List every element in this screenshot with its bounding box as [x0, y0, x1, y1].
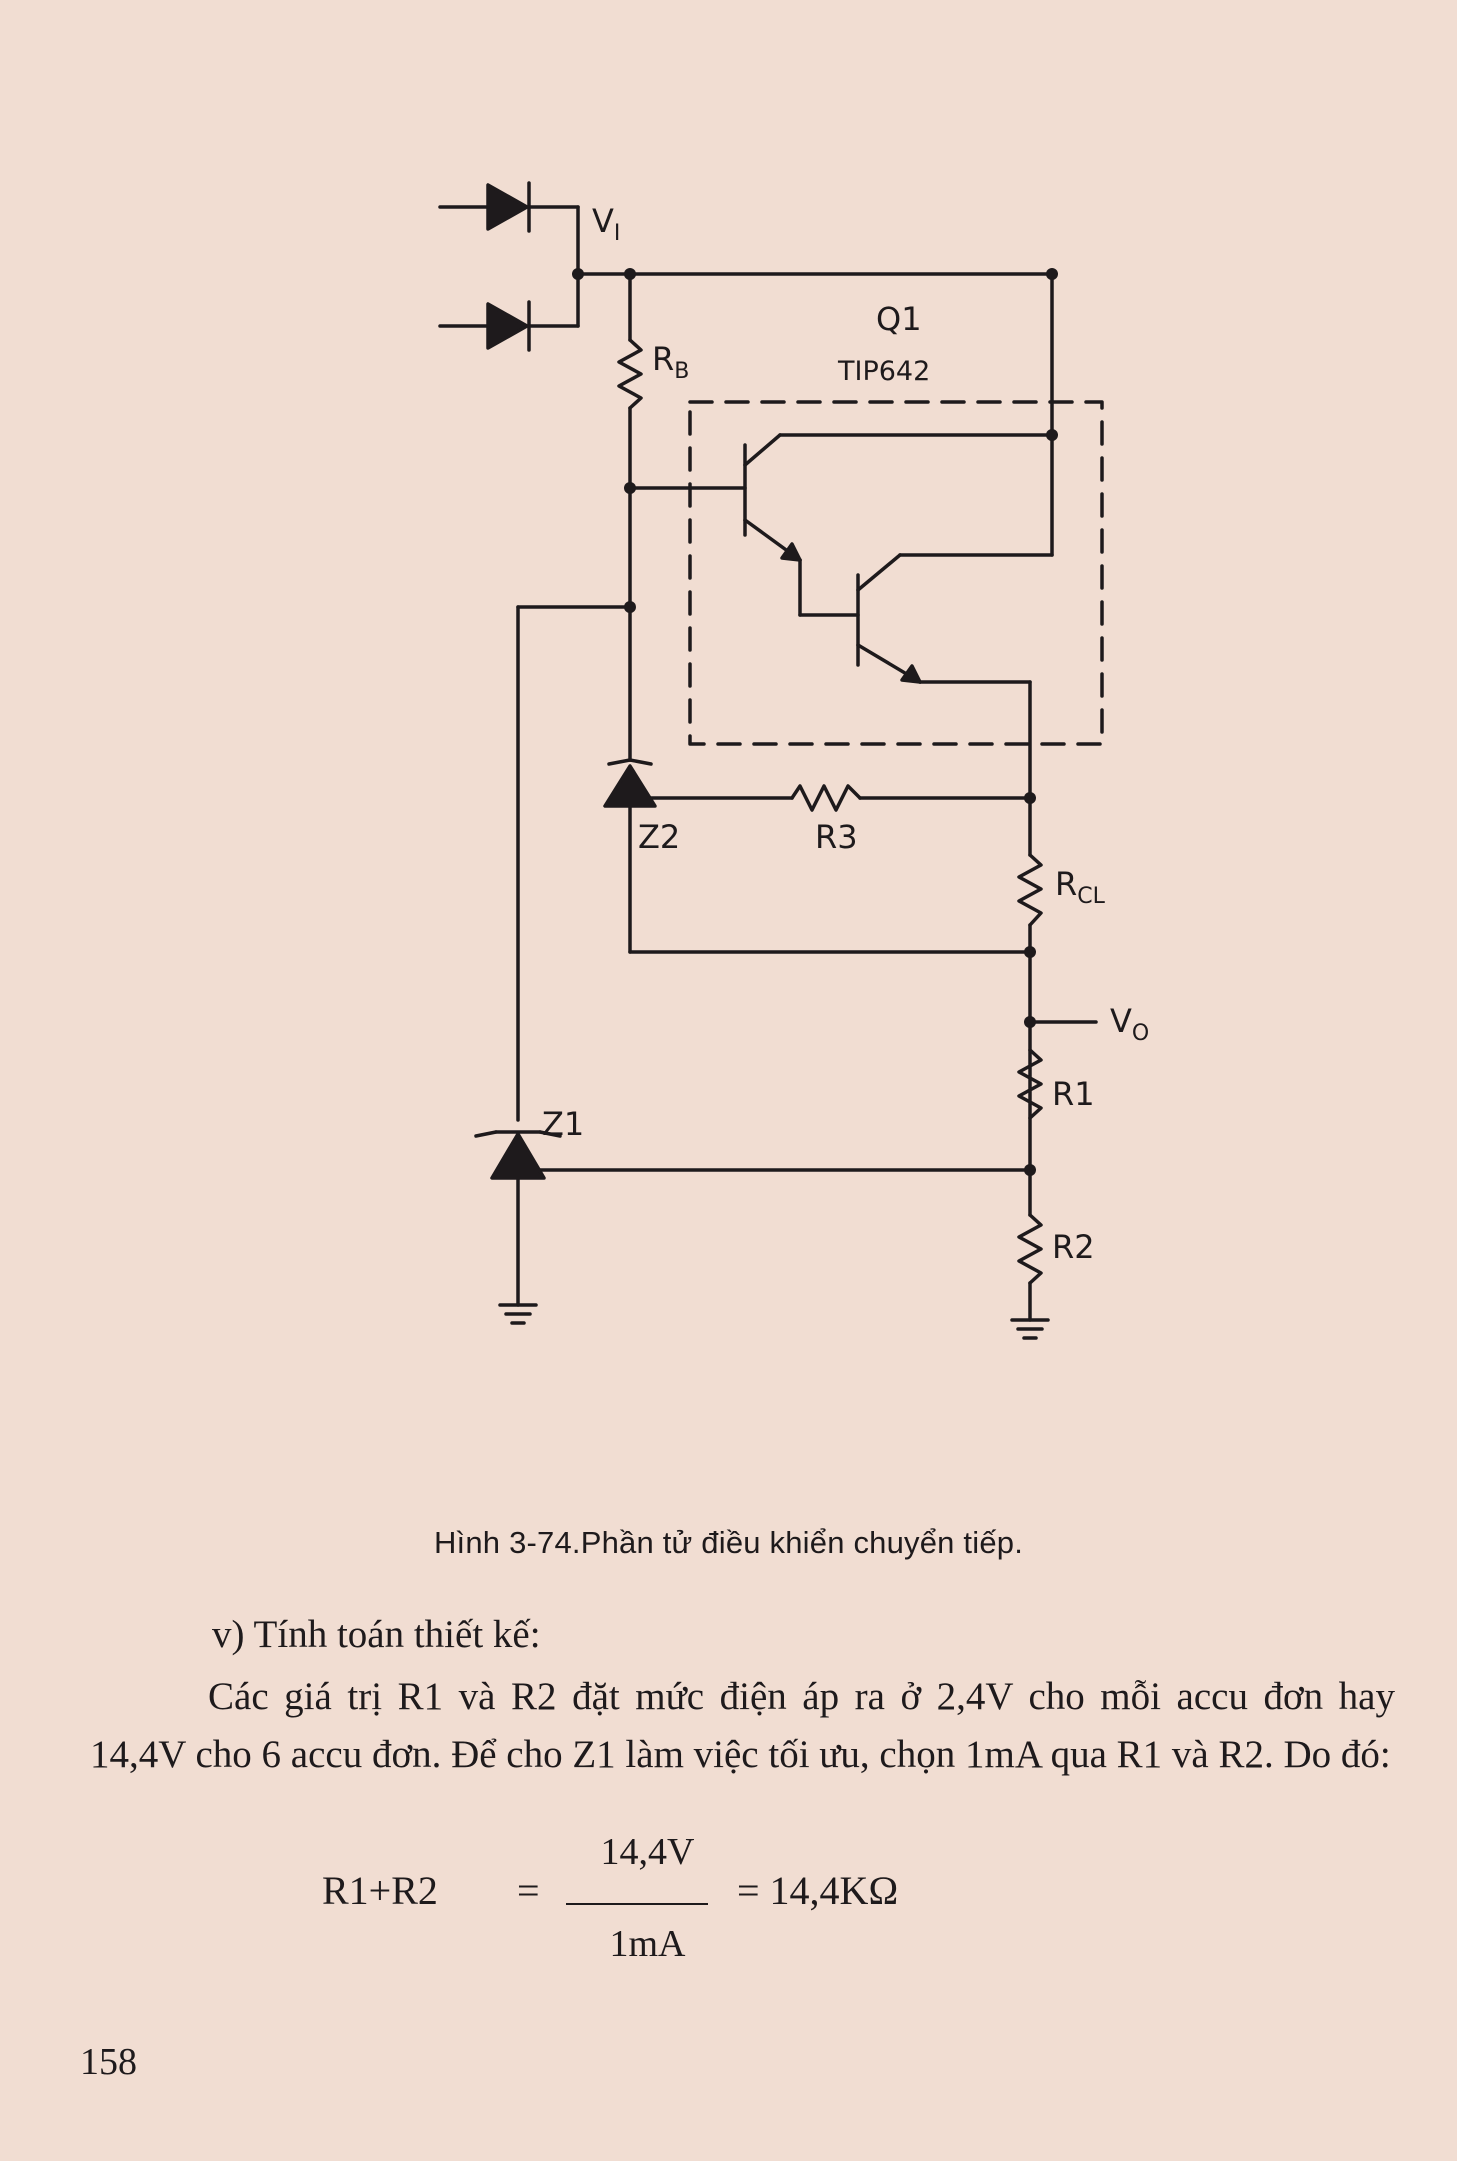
equation-equals: =	[517, 1868, 540, 1913]
junction-dot	[624, 601, 636, 613]
z1-label: Z1	[542, 1105, 585, 1143]
fraction-bar	[566, 1903, 708, 1905]
r2-resistor	[1019, 1170, 1041, 1320]
q1-label: Q1	[876, 300, 922, 338]
equation-numerator: 14,4V	[600, 1831, 695, 1873]
r3-resistor	[630, 786, 1030, 810]
section-title: v) Tính toán thiết kế:	[212, 1613, 541, 1656]
equation-rhs: = 14,4KΩ	[737, 1868, 899, 1913]
r3-label: R3	[815, 818, 858, 856]
z1-zener-diode	[476, 1132, 560, 1305]
junction-dot	[1046, 429, 1058, 441]
rb-resistor	[619, 274, 641, 760]
junction-dot	[1024, 1164, 1036, 1176]
r2-label: R2	[1052, 1228, 1095, 1266]
input-diode-1	[440, 183, 578, 274]
rb-label: $R_B$	[652, 340, 690, 384]
q1-part-label: TIP642	[838, 356, 931, 387]
junction-dot	[1024, 792, 1036, 804]
rcl-resistor	[1019, 798, 1041, 1170]
figure-caption: Hình 3-74.Phần tử điều khiển chuyển tiếp.	[433, 1525, 1024, 1560]
body-paragraph: Các giá trị R1 và R2 đặt mức điện áp ra ở 2,4V cho mỗi accu đơn hay 14,4V cho 6 accu đơn. Để cho Z1 làm việc tối ưu, chọn 1mA qua R1 và R2. Do đó:	[90, 1675, 1395, 1776]
q1-package-outline	[690, 402, 1102, 744]
z2-label: Z2	[638, 818, 681, 856]
page-number: 158	[80, 2041, 137, 2083]
ground-symbol-z1	[500, 1305, 536, 1323]
junction-dot	[1024, 946, 1036, 958]
junction-dot	[572, 268, 584, 280]
equation-denominator: 1mA	[609, 1923, 686, 1965]
junction-dot	[624, 268, 636, 280]
vi-label: $V_I$	[592, 202, 621, 246]
vo-label: $V_O$	[1110, 1002, 1150, 1046]
input-diode-2	[440, 274, 578, 350]
ground-symbol-r2	[1012, 1320, 1048, 1338]
rcl-label: $R_{CL}$	[1055, 865, 1105, 909]
junction-dot	[624, 482, 636, 494]
z2-zener-diode	[605, 760, 655, 952]
r1-label: R1	[1052, 1075, 1095, 1113]
equation-lhs: R1+R2	[322, 1868, 438, 1913]
junction-dot	[1046, 268, 1058, 280]
junction-dot	[1024, 1016, 1036, 1028]
